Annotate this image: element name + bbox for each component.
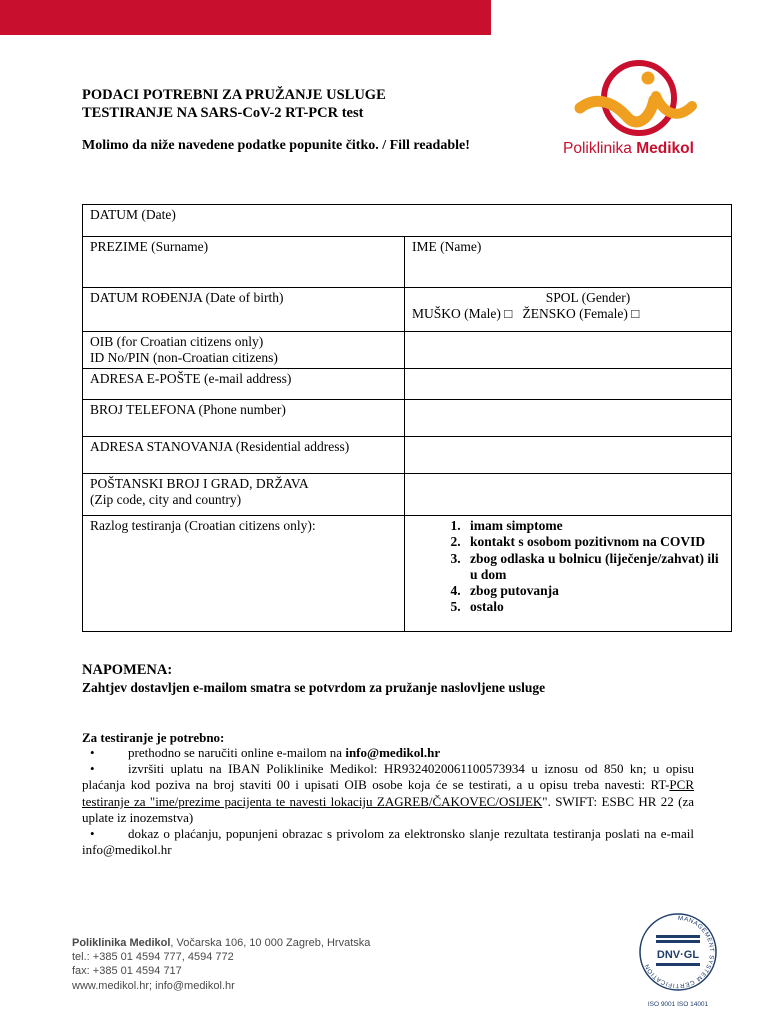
bullet: • — [90, 761, 95, 777]
zip-label-line-1: POŠTANSKI BROJ I GRAD, DRŽAVA — [90, 476, 309, 491]
patient-data-form — [82, 204, 732, 632]
title-line-2: TESTIRANJE NA SARS-CoV-2 RT-PCR test — [82, 105, 364, 121]
cert-brand: DNV·GL — [656, 949, 700, 961]
reason-label: Razlog testiranja (Croatian citizens only): — [90, 518, 316, 533]
email-input-cell[interactable] — [405, 369, 732, 400]
form-row-reason — [83, 516, 732, 632]
dob-label: DATUM ROĐENJA (Date of birth) — [90, 290, 284, 305]
requirement-2-underlined: PCR testiranje za "ime/prezime pacijenta te navesti lokaciju ZAGREB/ČAKOVEC/OSIJEK — [82, 777, 694, 809]
form-row-address — [83, 437, 732, 474]
reason-option[interactable]: 4. zbog putovanja — [464, 583, 724, 599]
name-label: IME (Name) — [412, 239, 482, 254]
reason-option[interactable]: 3. zbog odlaska u bolnicu (liječenje/zahvat) ili u dom — [464, 551, 724, 584]
logo-brand-bold: Medikol — [636, 140, 694, 157]
date-label: DATUM (Date) — [90, 207, 176, 222]
logo-brand-light: Poliklinika — [563, 140, 632, 157]
date-field[interactable] — [83, 205, 732, 237]
fill-instruction: Molimo da niže navedene podatke popunite čitko. / Fill readable! — [82, 138, 470, 153]
reason-option[interactable]: 5. ostalo — [464, 599, 724, 615]
requirements-list — [82, 745, 694, 858]
zip-label-line-2: (Zip code, city and country) — [90, 492, 242, 507]
form-row-oib — [83, 332, 732, 369]
zip-label-cell — [83, 474, 405, 516]
title-line-1: PODACI POTREBNI ZA PRUŽANJE USLUGE — [82, 87, 386, 103]
email-label: ADRESA E-POŠTE (e-mail address) — [90, 371, 292, 386]
footer-fax: fax: +385 01 4594 717 — [72, 965, 182, 978]
requirement-2-text-a: izvršiti uplatu na IBAN Poliklinike Medikol: HR9324020061100573934 u iznosu od 850 kn; u opisu plaćanja kod poziva na broj staviti 00 i upisati OIB osobe koja će se testirati, a u opisu treba navesti: RT- — [82, 761, 694, 793]
reason-option[interactable]: 1. imam simptome — [464, 518, 724, 534]
dnv-gl-certification-seal-icon — [632, 908, 724, 1010]
footer-address: , Vočarska 106, 10 000 Zagreb, Hrvatska — [170, 937, 371, 949]
oib-input-cell[interactable] — [405, 332, 732, 369]
top-accent-bar — [0, 0, 491, 35]
reason-list — [464, 518, 724, 616]
phone-input-cell[interactable] — [405, 400, 732, 437]
requirement-3-text: dokaz o plaćanju, popunjeni obrazac s privolom za elektronsko slanje rezultata testiranja poslati na e-mail info@medikol.hr — [82, 826, 694, 858]
bullet: • — [90, 826, 95, 842]
gender-male-option[interactable]: MUŠKO (Male) □ — [412, 306, 513, 321]
cert-standards: ISO 9001 ISO 14001 — [647, 1001, 709, 1008]
requirement-1-text: prethodno se naručiti online e-mailom na — [128, 745, 346, 760]
form-row-phone — [83, 400, 732, 437]
gender-label: SPOL (Gender) — [545, 290, 631, 305]
reason-option[interactable]: 2. kontakt s osobom pozitivnom na COVID — [464, 534, 724, 550]
address-input-cell[interactable] — [405, 437, 732, 474]
dob-field[interactable] — [83, 288, 405, 332]
form-row-date — [83, 205, 732, 237]
requirement-item — [82, 745, 694, 761]
footer-contact — [72, 936, 370, 993]
form-row-name — [83, 237, 732, 288]
email-label-cell — [83, 369, 405, 400]
gender-female-option[interactable]: ŽENSKO (Female) □ — [522, 306, 640, 321]
note-text: Zahtjev dostavljen e-mailom smatra se potvrdom za pružanje naslovljene usluge — [82, 680, 546, 695]
footer-company: Poliklinika Medikol — [72, 937, 171, 949]
address-label: ADRESA STANOVANJA (Residential address) — [90, 439, 350, 454]
reason-label-cell — [83, 516, 405, 632]
document-title — [82, 86, 386, 122]
oib-label-line-2: ID No/PIN (non-Croatian citizens) — [90, 350, 278, 365]
requirement-item — [82, 826, 694, 858]
requirements-heading: Za testiranje je potrebno: — [82, 730, 225, 745]
form-row-dob-gender — [83, 288, 732, 332]
form-row-zip — [83, 474, 732, 516]
phone-label: BROJ TELEFONA (Phone number) — [90, 402, 286, 417]
gender-options — [412, 306, 724, 322]
note-heading: NAPOMENA: — [82, 662, 173, 678]
zip-input-cell[interactable] — [405, 474, 732, 516]
requirement-2-text-b: ". SWIFT: ESBC HR 22 (za uplate iz inozemstva) — [82, 793, 694, 825]
address-label-cell — [83, 437, 405, 474]
oib-label-cell — [83, 332, 405, 369]
reason-options-cell — [405, 516, 732, 632]
requirement-1-email-link[interactable]: info@medikol.hr — [345, 745, 441, 760]
surname-label: PREZIME (Surname) — [90, 239, 209, 254]
gender-field — [405, 288, 732, 332]
surname-field[interactable] — [83, 237, 405, 288]
name-field[interactable] — [405, 237, 732, 288]
form-row-email — [83, 369, 732, 400]
footer-address-line — [72, 936, 370, 950]
oib-label-line-1: OIB (for Croatian citizens only) — [90, 334, 264, 349]
logo-wordmark — [563, 140, 694, 158]
footer-tel: tel.: +385 01 4594 777, 4594 772 — [72, 951, 234, 964]
requirement-item — [82, 761, 694, 826]
phone-label-cell — [83, 400, 405, 437]
bullet: • — [90, 745, 95, 760]
cert-ring-text: MANAGEMENT SYSTEM CERTIFICATION — [643, 914, 716, 990]
footer-web[interactable]: www.medikol.hr; info@medikol.hr — [72, 979, 235, 992]
